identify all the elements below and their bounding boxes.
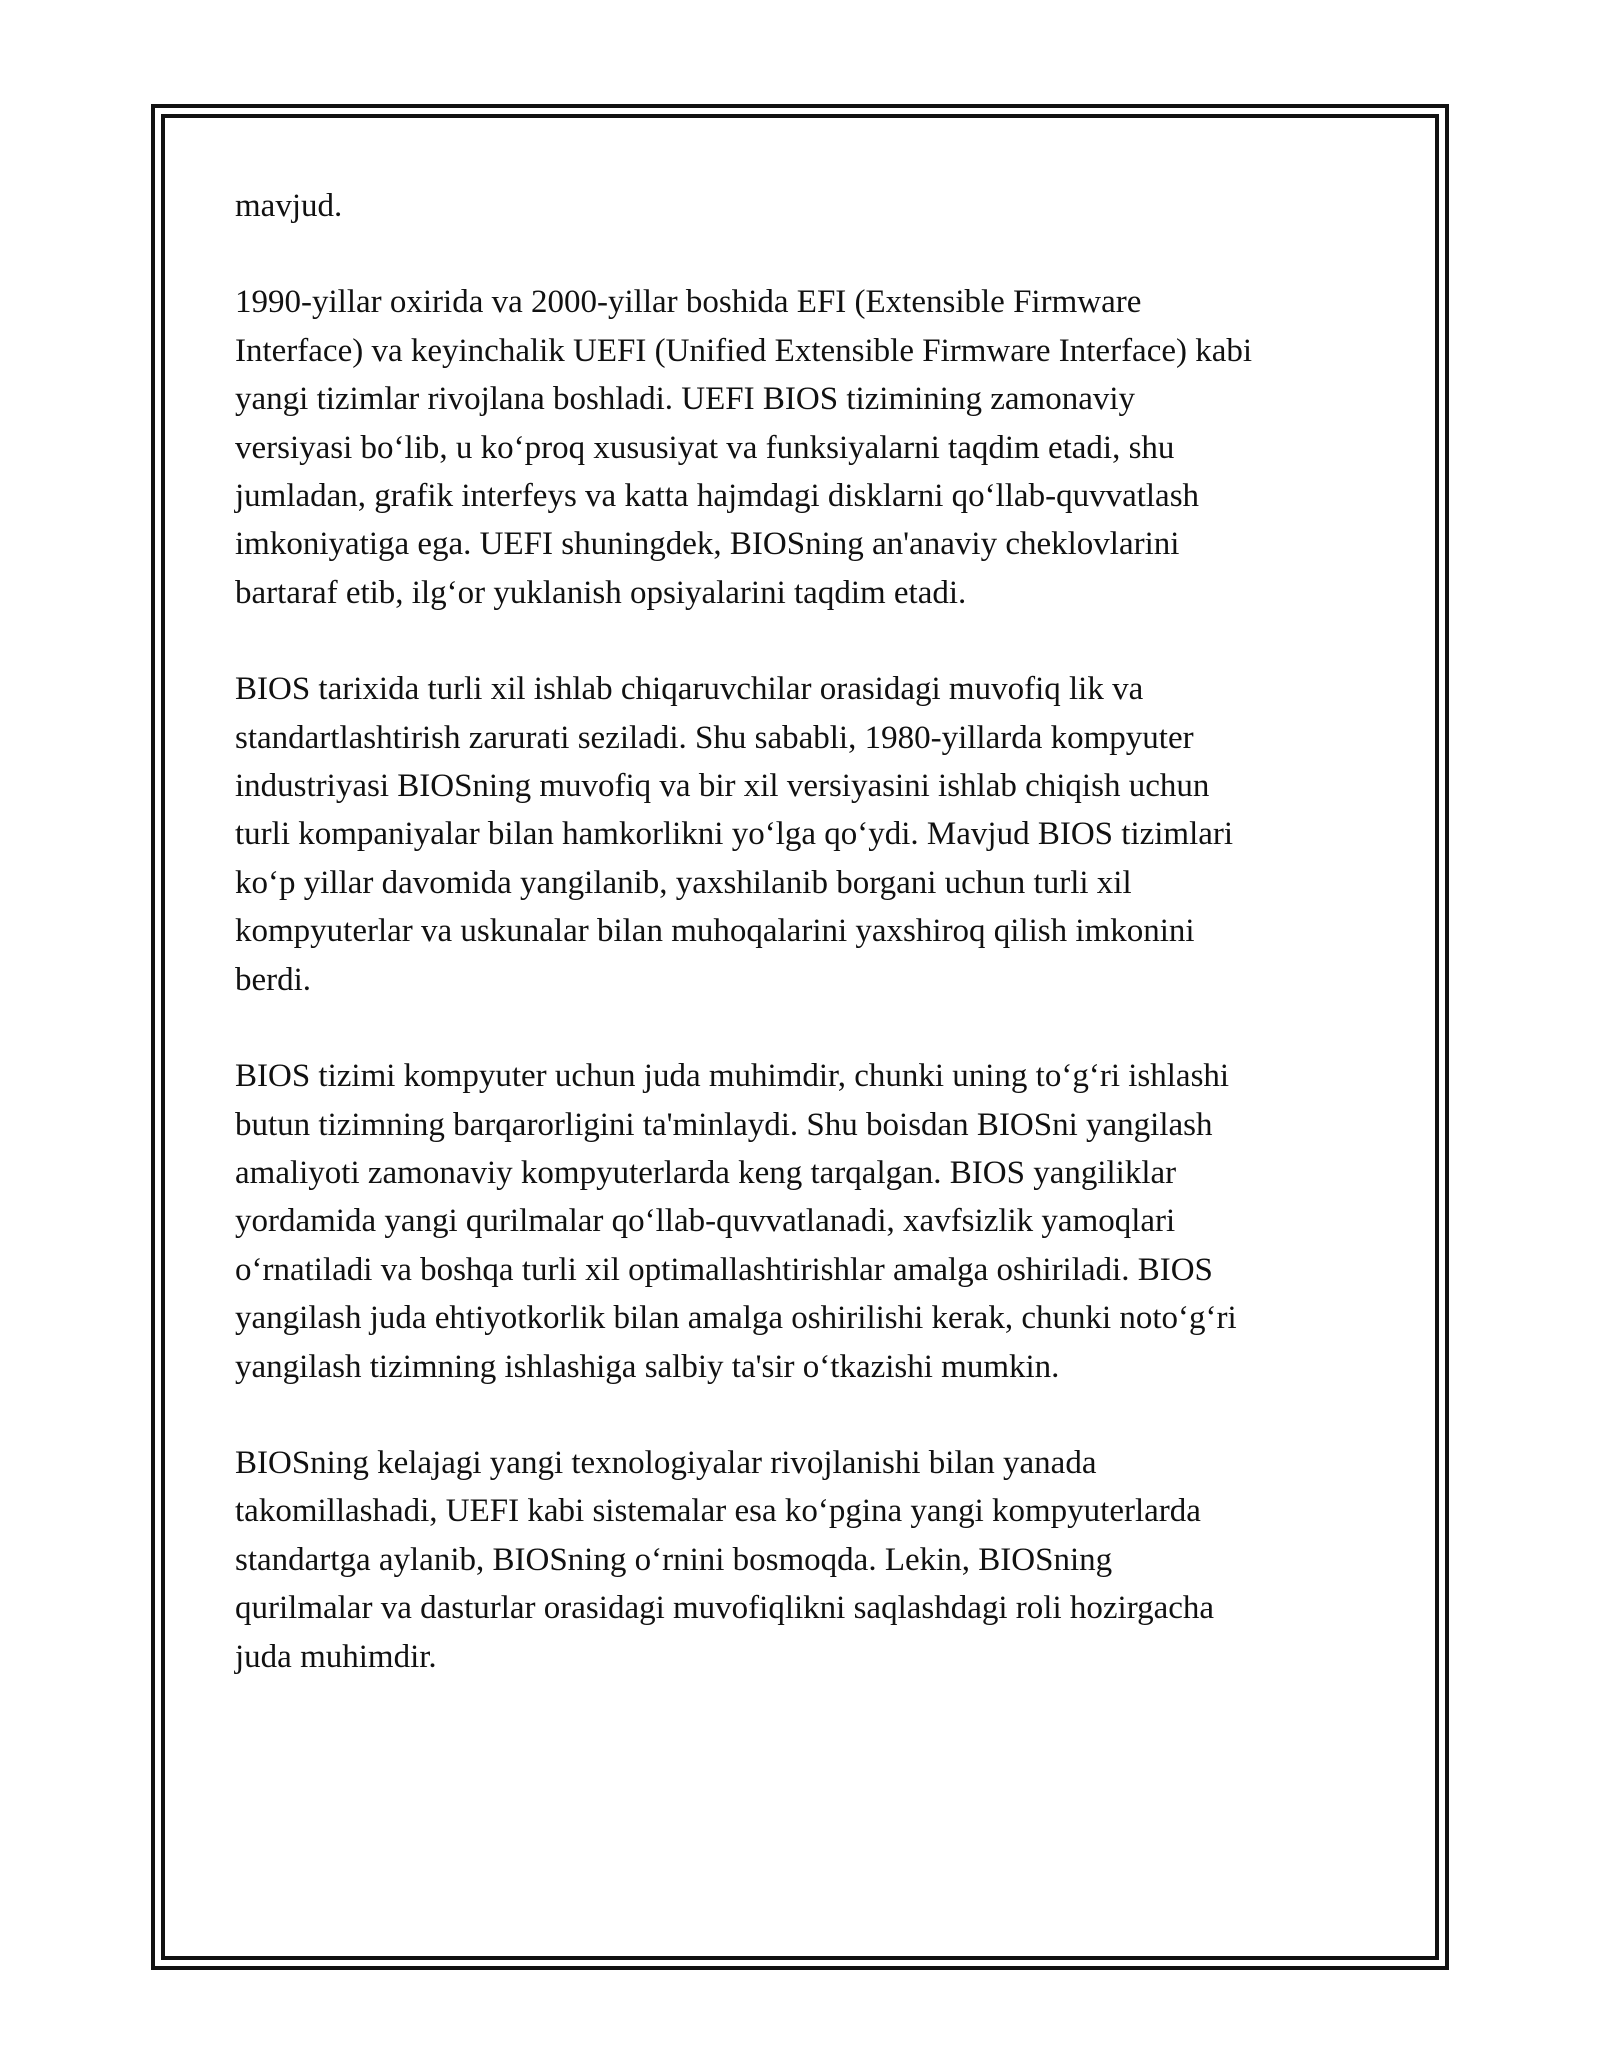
text-line: imkoniyatiga ega. UEFI shuningdek, BIOSning an'anaviy cheklovlarini <box>235 526 1180 563</box>
text-line: BIOSning kelajagi yangi texnologiyalar rivojlanishi bilan yanada <box>235 1444 1097 1481</box>
text-line: yangi tizimlar rivojlana boshladi. UEFI BIOS tizimining zamonaviy <box>235 381 1136 418</box>
text-line: ko‘p yillar davomida yangilanib, yaxshilanib borgani uchun turli xil <box>235 864 1132 901</box>
text-line: berdi. <box>235 961 312 998</box>
text-line: amaliyoti zamonaviy kompyuterlarda keng tarqalgan. BIOS yangiliklar <box>235 1154 1177 1191</box>
text-line: yangilash juda ehtiyotkorlik bilan amalga oshirilishi kerak, chunki noto‘g‘ri <box>235 1300 1237 1337</box>
text-line: takomillashadi, UEFI kabi sistemalar esa ko‘pgina yangi kompyuterlarda <box>235 1493 1201 1530</box>
text-line: jumladan, grafik interfeys va katta hajmdagi disklarni qo‘llab-quvvatlash <box>235 478 1200 515</box>
text-line: bartaraf etib, ilg‘or yuklanish opsiyalarini taqdim etadi. <box>235 574 967 611</box>
text-line: turli kompaniyalar bilan hamkorlikni yo‘lga qo‘ydi. Mavjud BIOS tizimlari <box>235 816 1234 853</box>
text-line: juda muhimdir. <box>235 1638 437 1675</box>
text-line: BIOS tizimi kompyuter uchun juda muhimdir, chunki uning to‘g‘ri ishlashi <box>235 1058 1230 1095</box>
paragraph-4 <box>235 1052 1375 1391</box>
paragraph-1 <box>235 182 1375 230</box>
text-line: versiyasi bo‘lib, u ko‘proq xususiyat va funksiyalarni taqdim etadi, shu <box>235 429 1175 466</box>
text-line: yangilash tizimning ishlashiga salbiy ta'sir o‘tkazishi mumkin. <box>235 1348 1060 1385</box>
text-line: mavjud. <box>235 188 343 224</box>
paragraph-2 <box>235 278 1375 617</box>
text-line: qurilmalar va dasturlar orasidagi muvofiqlikni saqlashdagi roli hozirgacha <box>235 1590 1215 1627</box>
text-line: BIOS tarixida turli xil ishlab chiqaruvchilar orasidagi muvofiq lik va <box>235 671 1144 708</box>
paragraph-3 <box>235 665 1375 1004</box>
text-line: standartlashtirish zarurati seziladi. Shu sababli, 1980-yillarda kompyuter <box>235 719 1194 756</box>
text-line: kompyuterlar va uskunalar bilan muhoqalarini yaxshiroq qilish imkonini <box>235 913 1195 950</box>
text-line: standartga aylanib, BIOSning o‘rnini bosmoqda. Lekin, BIOSning <box>235 1541 1113 1578</box>
text-line: yordamida yangi qurilmalar qo‘llab-quvvatlanadi, xavfsizlik yamoqlari <box>235 1203 1176 1240</box>
text-line: industriyasi BIOSning muvofiq va bir xil versiyasini ishlab chiqish uchun <box>235 768 1210 805</box>
text-line: Interface) va keyinchalik UEFI (Unified Extensible Firmware Interface) kabi <box>235 332 1253 369</box>
text-line: 1990-yillar oxirida va 2000-yillar boshida EFI (Extensible Firmware <box>235 284 1142 321</box>
paragraph-5 <box>235 1439 1375 1681</box>
document-body <box>235 182 1375 1729</box>
text-line: o‘rnatiladi va boshqa turli xil optimallashtirishlar amalga oshiriladi. BIOS <box>235 1251 1213 1288</box>
text-line: butun tizimning barqarorligini ta'minlaydi. Shu boisdan BIOSni yangilash <box>235 1106 1213 1143</box>
